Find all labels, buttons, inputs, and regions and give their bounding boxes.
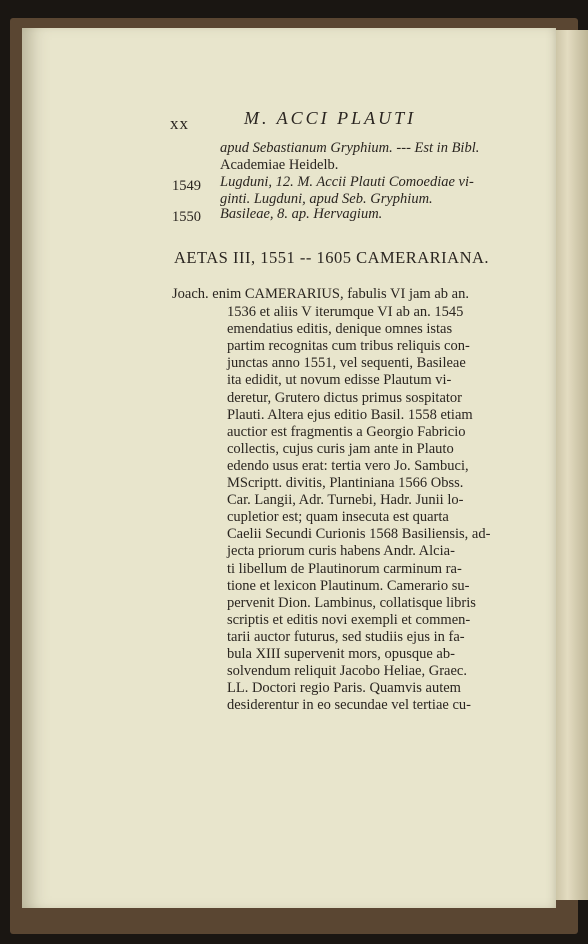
page-number: xx (170, 114, 189, 133)
paragraph-line: desiderentur in eo secundae vel tertiae cu- (227, 697, 471, 714)
paragraph-line: solvendum reliquit Jacobo Heliae, Graec. (227, 663, 467, 680)
book-page (22, 28, 556, 908)
paragraph-line: deretur, Grutero dictus primus sospitator (227, 389, 462, 406)
paragraph-line: pervenit Dion. Lambinus, collatisque libris (227, 594, 476, 611)
page-edges (554, 30, 588, 900)
paragraph-line: tarii auctor futurus, sed studiis ejus in fa- (227, 628, 465, 645)
paragraph-line: auctior est fragmentis a Georgio Fabricio (227, 423, 466, 440)
paragraph-line: tione et lexicon Plautinum. Camerario su- (227, 577, 470, 594)
entry-line: ginti. Lugduni, apud Seb. Gryphium. (220, 191, 433, 207)
paragraph-line: ti libellum de Plautinorum carminum ra- (227, 560, 462, 577)
entry-line: Basileae, 8. ap. Hervagium. (220, 206, 383, 222)
paragraph-line: edendo usus erat: tertia vero Jo. Sambuci, (227, 457, 469, 474)
paragraph-line: collectis, cujus curis jam ante in Plauto (227, 440, 454, 457)
entry-line: Academiae Heidelb. (220, 157, 339, 173)
paragraph-line: 1536 et aliis V iterumque VI ab an. 1545 (227, 304, 464, 320)
paragraph-line: ita edidit, ut novum edisse Plautum vi- (227, 372, 452, 389)
entry-year: 1549 (172, 178, 201, 194)
entry-line: Lugduni, 12. M. Accii Plauti Comoediae vi- (220, 174, 474, 190)
paragraph-line: emendatius editis, denique omnes istas (227, 321, 453, 338)
paragraph-line: jecta priorum curis habens Andr. Alcia- (227, 543, 455, 560)
paragraph-line: Caelii Secundi Curionis 1568 Basiliensis, ad- (227, 526, 491, 543)
entry-year: 1550 (172, 209, 201, 225)
running-head: M. ACCI PLAUTI (244, 108, 417, 128)
entry-line: apud Sebastianum Gryphium. --- Est in Bibl. (220, 140, 480, 156)
paragraph-line: MScriptt. divitis, Plantiniana 1566 Obss. (227, 475, 464, 491)
section-heading: AETAS III, 1551 -- 1605 CAMERARIANA. (174, 248, 490, 267)
paragraph-line: bula XIII supervenit mors, opusque ab- (227, 646, 455, 662)
paragraph-line: scriptis et editis novi exempli et commen- (227, 611, 471, 628)
paragraph-line: Car. Langii, Adr. Turnebi, Hadr. Junii lo- (227, 492, 464, 509)
paragraph-line: cupletior est; quam insecuta est quarta (227, 509, 449, 526)
paragraph-line: partim recognitas cum tribus reliquis con- (227, 338, 470, 355)
page-text-area (22, 28, 556, 908)
paragraph-line: LL. Doctori regio Paris. Quamvis autem (227, 680, 461, 697)
paragraph-line: Plauti. Altera ejus editio Basil. 1558 etiam (227, 406, 473, 423)
paragraph-first-line: Joach. enim CAMERARIUS, fabulis VI jam ab an. (172, 286, 469, 302)
paragraph-line: junctas anno 1551, vel sequenti, Basileae (227, 355, 466, 372)
